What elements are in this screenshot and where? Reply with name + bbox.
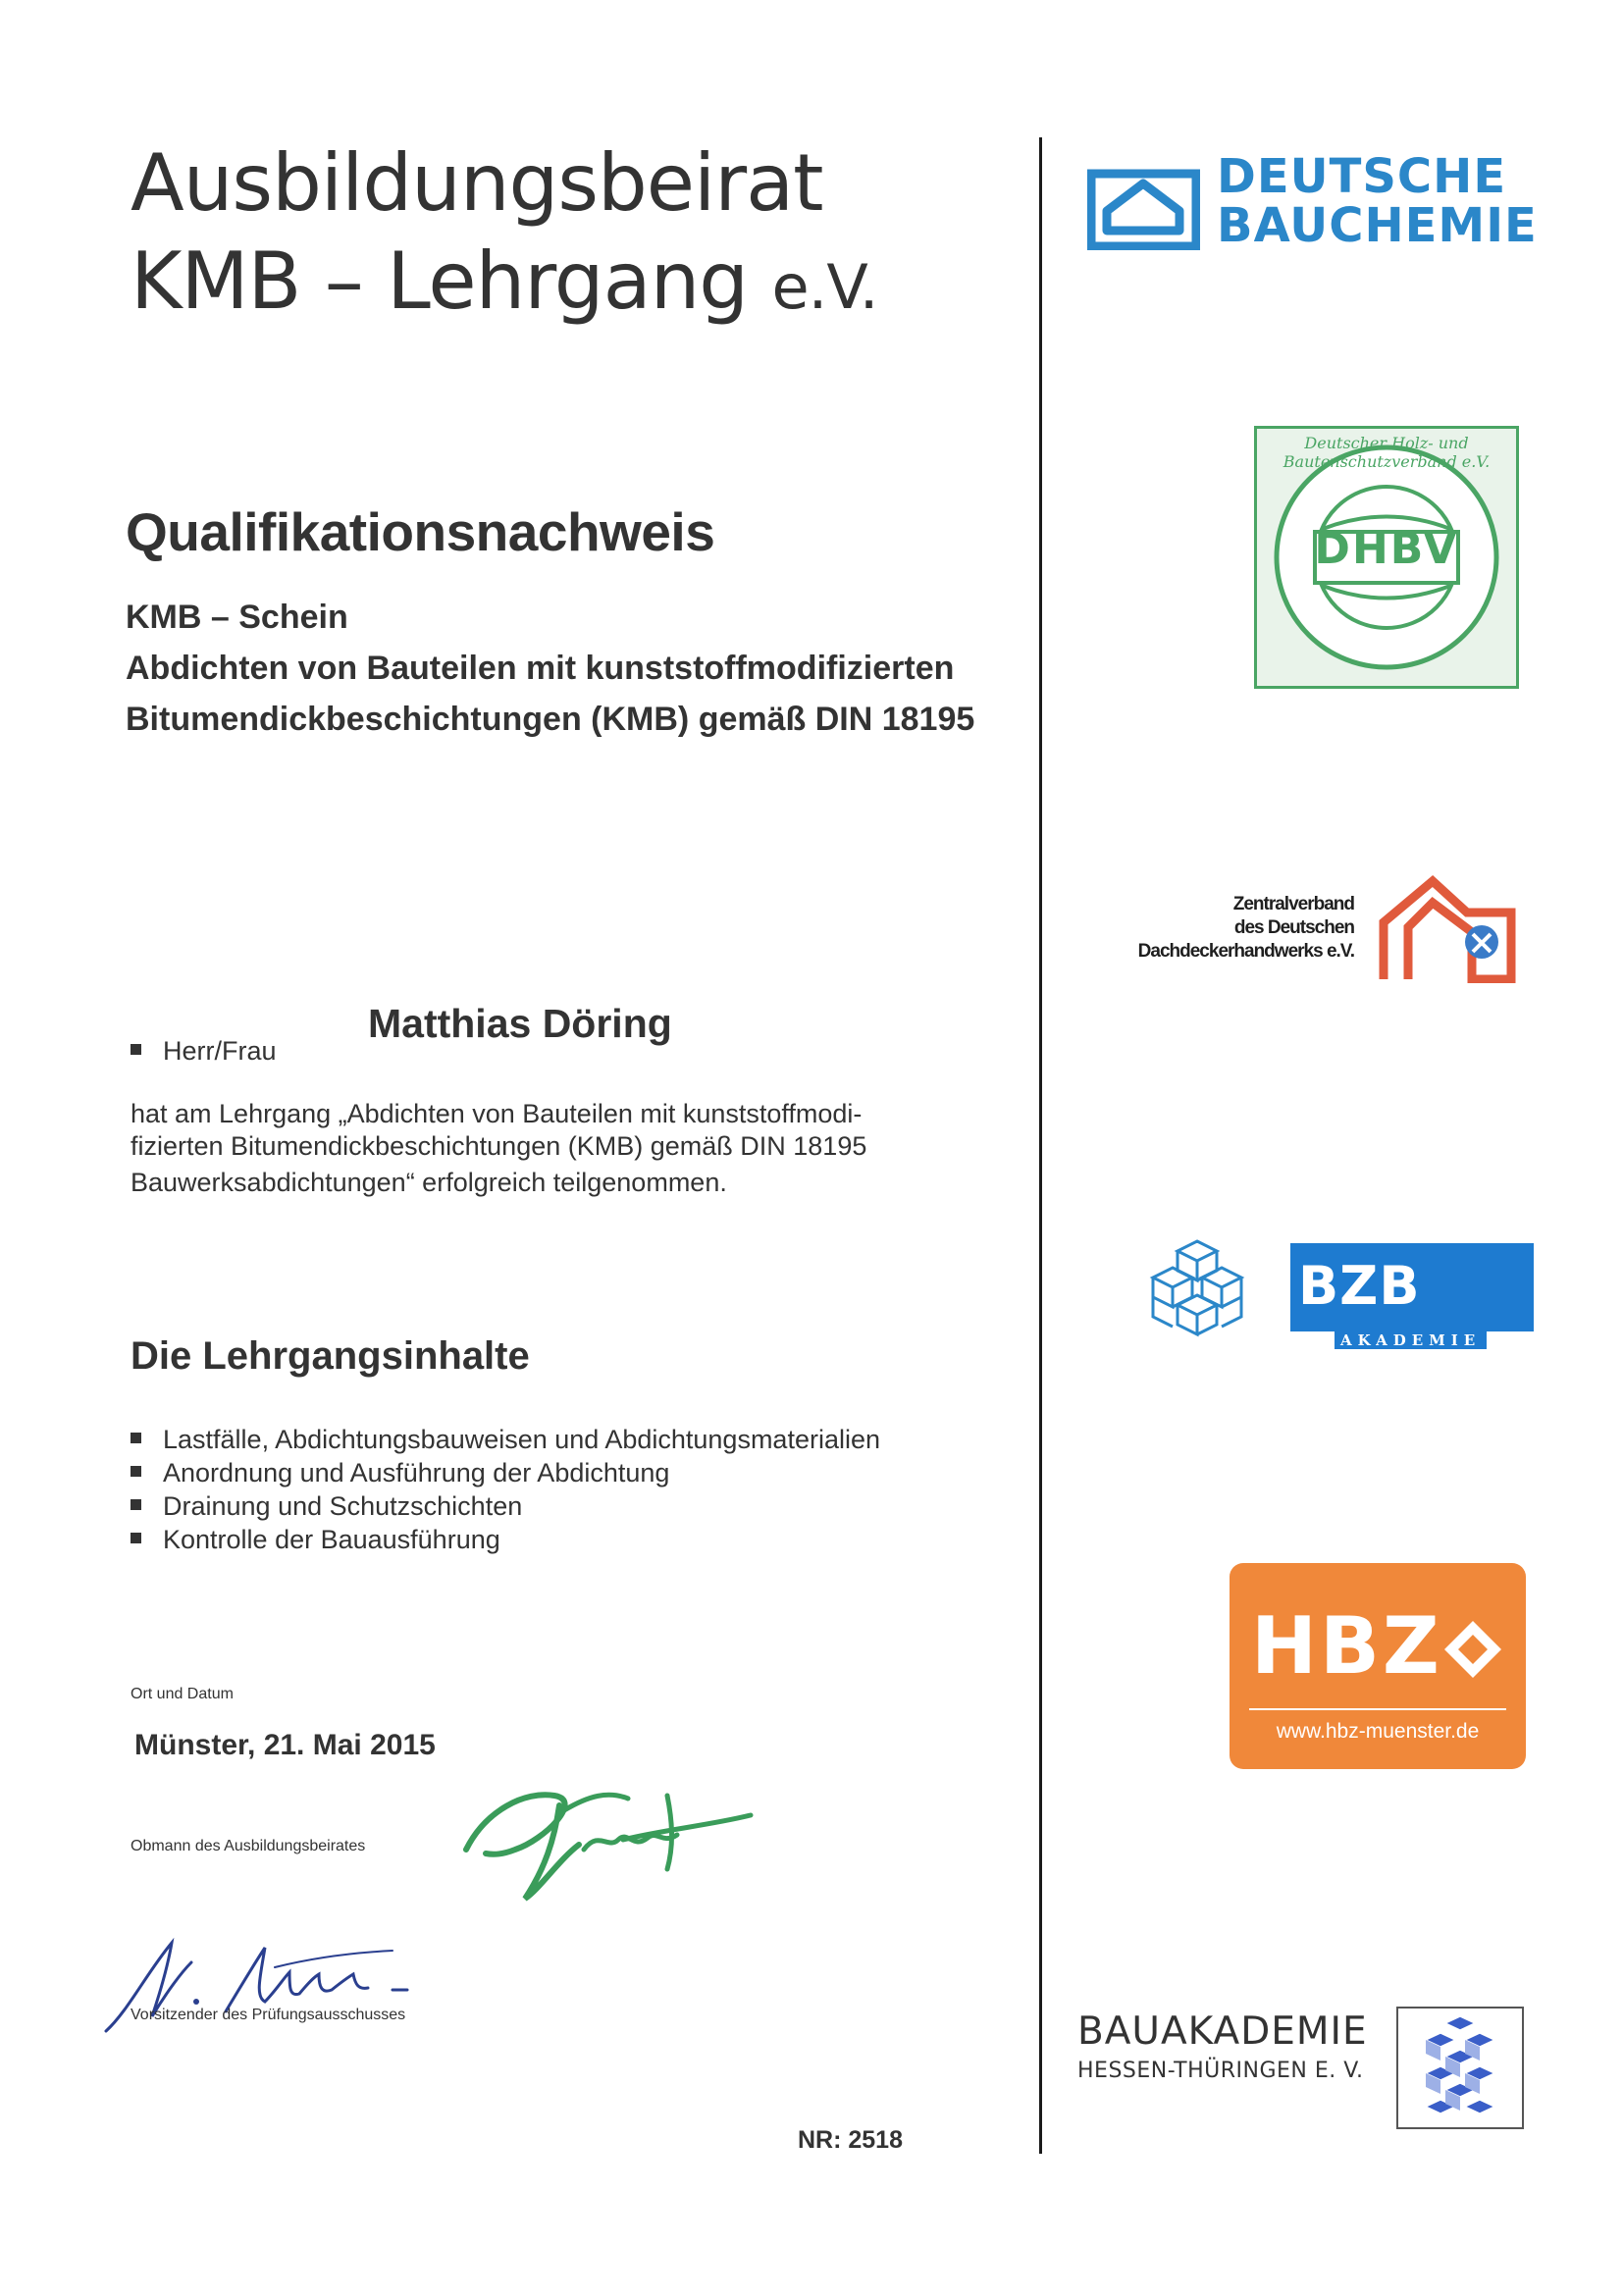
bauchemie-line2: BAUCHEMIE <box>1217 198 1538 253</box>
organization-name-line1: Ausbildungsbeirat <box>131 137 823 229</box>
organization-suffix: e.V. <box>771 251 878 323</box>
document-subtitle-scheme: KMB – Schein <box>126 599 348 636</box>
salutation <box>131 1036 277 1067</box>
dhbv-ring-text: Deutscher Holz- und Bautenschutzverband e.V. <box>1283 434 1491 471</box>
vertical-divider <box>1039 137 1042 2154</box>
zvdh-roof-icon <box>1374 873 1516 983</box>
hbz-diamond-icon <box>1440 1617 1505 1682</box>
list-item <box>131 1523 880 1556</box>
logo-bauakademie <box>1077 2002 1529 2134</box>
logo-bzb <box>1138 1231 1531 1359</box>
contents-heading: Die Lehrgangsinhalte <box>131 1334 530 1378</box>
bzb-sub: AKADEMIE <box>1335 1331 1487 1349</box>
statement-line3: Bauwerksabdichtungen“ erfolgreich teilgenommen. <box>131 1168 727 1197</box>
document-subtitle-line3: Bitumendickbeschichtungen (KMB) gemäß DIN 18195 <box>126 701 975 738</box>
list-item-text: Drainung und Schutzschichten <box>163 1491 523 1521</box>
bauakademie-line1: BAUAKADEMIE <box>1077 2009 1368 2054</box>
bzb-box <box>1290 1243 1534 1331</box>
document-subtitle-line2: Abdichten von Bauteilen mit kunststoffmodifizierten <box>126 650 955 687</box>
bauchemie-house-icon <box>1087 162 1200 250</box>
bullet-square-icon <box>131 1044 141 1055</box>
bullet-square-icon <box>131 1433 141 1443</box>
logo-deutsche-bauchemie <box>1087 149 1558 260</box>
bzb-cubes-icon <box>1138 1236 1256 1349</box>
list-item <box>131 1489 880 1523</box>
hbz-url: www.hbz-muenster.de <box>1276 1720 1480 1743</box>
bauakademie-cubes-icon <box>1396 2007 1524 2129</box>
place-date-label: Ort und Datum <box>131 1686 234 1702</box>
logo-dhbv <box>1254 426 1519 689</box>
bullet-square-icon <box>131 1533 141 1543</box>
document-title: Qualifikationsnachweis <box>126 501 715 562</box>
list-item <box>131 1423 880 1456</box>
bullet-square-icon <box>131 1499 141 1510</box>
chairman-label: Obmann des Ausbildungsbeirates <box>131 1838 366 1854</box>
hbz-text: HBZ <box>1251 1600 1442 1692</box>
list-item <box>131 1456 880 1489</box>
certificate-number: NR: 2518 <box>798 2126 903 2154</box>
organization-course: KMB – Lehrgang <box>131 235 749 327</box>
bzb-text: BZB <box>1298 1255 1421 1317</box>
bauakademie-line2: HESSEN-THÜRINGEN E. V. <box>1077 2059 1364 2083</box>
place-date-value: Münster, 21. Mai 2015 <box>134 1729 436 1761</box>
hbz-line <box>1249 1708 1506 1710</box>
list-item-text: Lastfälle, Abdichtungsbauweisen und Abdichtungsmaterialien <box>163 1425 881 1454</box>
logo-hbz <box>1230 1563 1526 1769</box>
zvdh-line1: Zentralverband <box>1232 894 1354 914</box>
organization-name-line2 <box>131 235 878 327</box>
recipient-name: Matthias Döring <box>368 1001 672 1046</box>
bauchemie-line1: DEUTSCHE <box>1217 149 1507 204</box>
list-item-text: Anordnung und Ausführung der Abdichtung <box>163 1458 670 1487</box>
contents-list <box>131 1423 880 1556</box>
zvdh-line3: Dachdeckerhandwerks e.V. <box>1137 941 1354 962</box>
bullet-square-icon <box>131 1466 141 1477</box>
list-item-text: Kontrolle der Bauausführung <box>163 1525 500 1554</box>
dhbv-text: DHBV <box>1314 524 1459 574</box>
statement-line2: fizierten Bitumendickbeschichtungen (KMB) gemäß DIN 18195 <box>131 1131 867 1161</box>
statement-line1: hat am Lehrgang „Abdichten von Bauteilen mit kunststoffmodi- <box>131 1099 863 1128</box>
salutation-label: Herr/Frau <box>163 1036 277 1066</box>
zvdh-line2: des Deutschen <box>1233 917 1354 938</box>
exam-chair-signature <box>98 1933 432 2041</box>
exam-chair-label: Vorsitzender des Prüfungsausschusses <box>131 2007 406 2023</box>
chairman-signature <box>446 1751 760 1908</box>
logo-zvdh <box>1119 873 1521 991</box>
